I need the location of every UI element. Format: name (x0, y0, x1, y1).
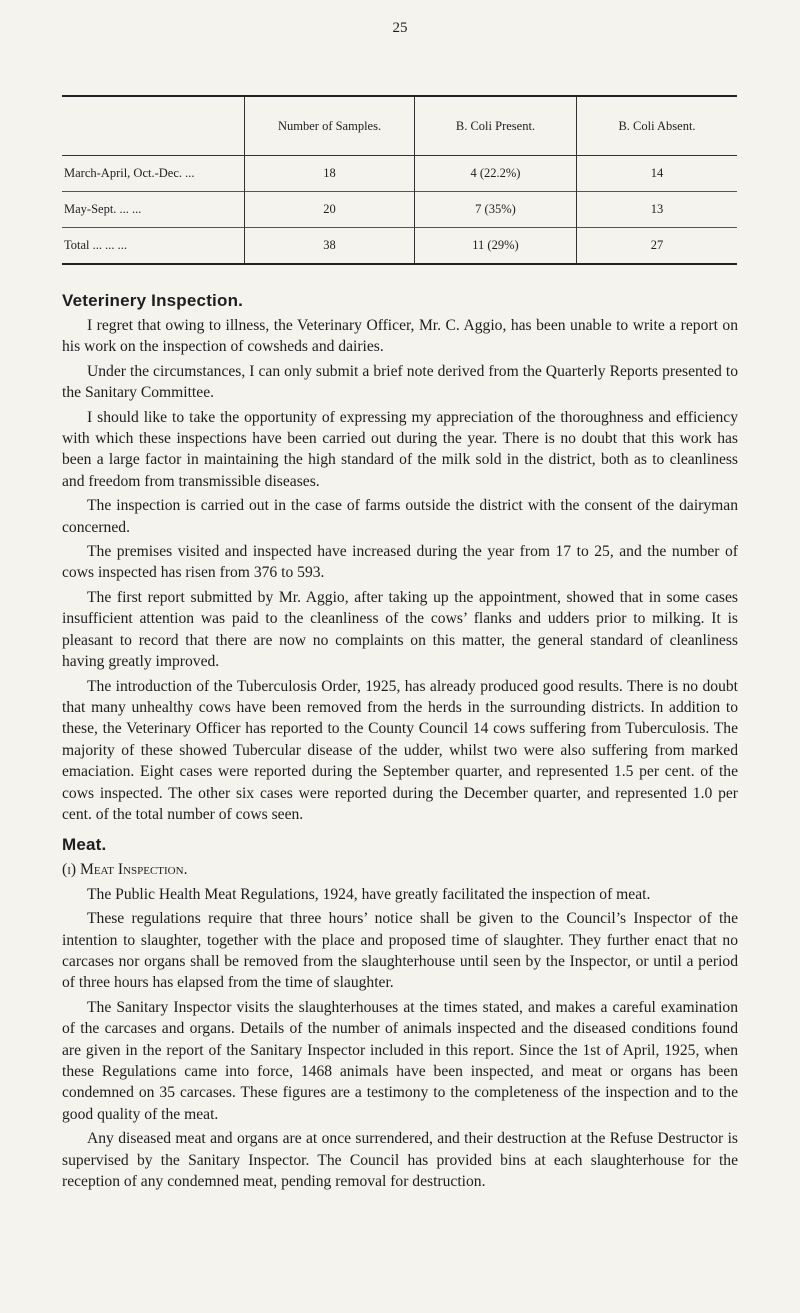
table-row (62, 228, 737, 265)
table-header-cell: B. Coli Absent. (577, 96, 738, 156)
samples-table (62, 95, 737, 265)
table-header-row (62, 96, 737, 156)
paragraph: I should like to take the opportunity of expressing my appreciation of the thoroughness and efficiency with which these inspections have been carried out during the year. There is no doubt that this work has been a large factor in maintaining the high standard of the milk sold in the district, both as to cleanliness and freedom from transmissible diseases. (62, 408, 738, 490)
paragraph: The introduction of the Tuberculosis Order, 1925, has already produced good results. There is no doubt that many unhealthy cows have been removed from the herds in the surrounding districts. In addition to these, the Veterinary Officer has reported to the County Council 14 cows suffering from Tuberculosis. The majority of these showed Tubercular disease of the udder, whilst two were also suffering from marked emaciation. Eight cases were reported during the September quarter, and represented 1.5 per cent. of the cows inspected. The other six cases were reported during the December quarter, and represented 1.0 per cent. of the total number of cows seen. (62, 677, 738, 823)
paragraph: The inspection is carried out in the case of farms outside the district with the consent of the dairyman concerned. (62, 497, 738, 536)
table-cell: 4 (22.2%) (414, 156, 576, 192)
table-cell: May-Sept. ... ... (64, 202, 142, 216)
paragraph: Under the circumstances, I can only submit a brief note derived from the Quarterly Reports presented to the Sanitary Committee. (62, 362, 738, 402)
meat-heading: Meat. (62, 835, 107, 855)
table-cell: 27 (577, 228, 738, 265)
paragraph: I regret that owing to illness, the Veterinary Officer, Mr. C. Aggio, has been unable to write a report on his work on the inspection of cowsheds and dairies. (62, 317, 738, 356)
table-cell: 20 (245, 192, 415, 228)
paragraph: The premises visited and inspected have increased during the year from 17 to 25, and the number of cows inspected has risen from 376 to 593. (62, 543, 738, 582)
table-cell: 18 (245, 156, 415, 192)
table-cell: 13 (577, 192, 738, 228)
table-header-cell: Number of Samples. (245, 96, 415, 156)
table-cell: March-April, Oct.-Dec. ... (64, 166, 195, 180)
report-body (62, 291, 738, 1195)
paragraph: The Sanitary Inspector visits the slaughterhouses at the times stated, and makes a careful examination of the carcases and organs. Details of the number of animals inspected and the diseased conditions found are given in the report of the Sanitary Inspector included in this report. Since the 1st of April, 1925, when these Regulations came into force, 1468 animals have been inspected, and meat or organs has been condemned on 35 carcases. These figures are a testimony to the completeness of the inspection and to the good quality of the meat. (62, 998, 738, 1123)
table-cell: 7 (35%) (414, 192, 576, 228)
table-cell: 38 (245, 228, 415, 265)
table-header-cell (62, 96, 245, 156)
veterinary-heading: Veterinery Inspection. (62, 291, 244, 310)
table-cell: 11 (29%) (414, 228, 576, 265)
paragraph: The Public Health Meat Regulations, 1924, have greatly facilitated the inspection of meat. (87, 885, 651, 903)
paragraph: Any diseased meat and organs are at once surrendered, and their destruction at the Refuse Destructor is supervised by the Sanitary Inspector. The Council has provided bins at each slaughterhouse for the reception of any condemned meat, pending removal for destruction. (62, 1130, 738, 1191)
paragraph: The first report submitted by Mr. Aggio, after taking up the appointment, showed that in some cases insufficient attention was paid to the cleanliness of the cows’ flanks and udders prior to milking. It is pleasant to record that there are now no complaints on this matter, the general standard of cleanliness having greatly improved. (62, 588, 738, 671)
meat-inspection-subheading: (i) Meat Inspection. (62, 861, 188, 879)
table-cell: Total ... ... ... (64, 238, 128, 252)
page-number: 25 (392, 20, 408, 36)
table-cell: 14 (577, 156, 738, 192)
table-row (62, 192, 737, 228)
table-row (62, 156, 737, 192)
table-header-cell: B. Coli Present. (414, 96, 576, 156)
paragraph: These regulations require that three hours’ notice shall be given to the Council’s Inspector of the intention to slaughter, together with the place and proposed time of slaughter. They further enact that no carcases nor organs shall be removed from the slaughterhouse until seen by the Inspector, or until a period of three hours has elapsed from the time of slaughter. (62, 910, 738, 992)
